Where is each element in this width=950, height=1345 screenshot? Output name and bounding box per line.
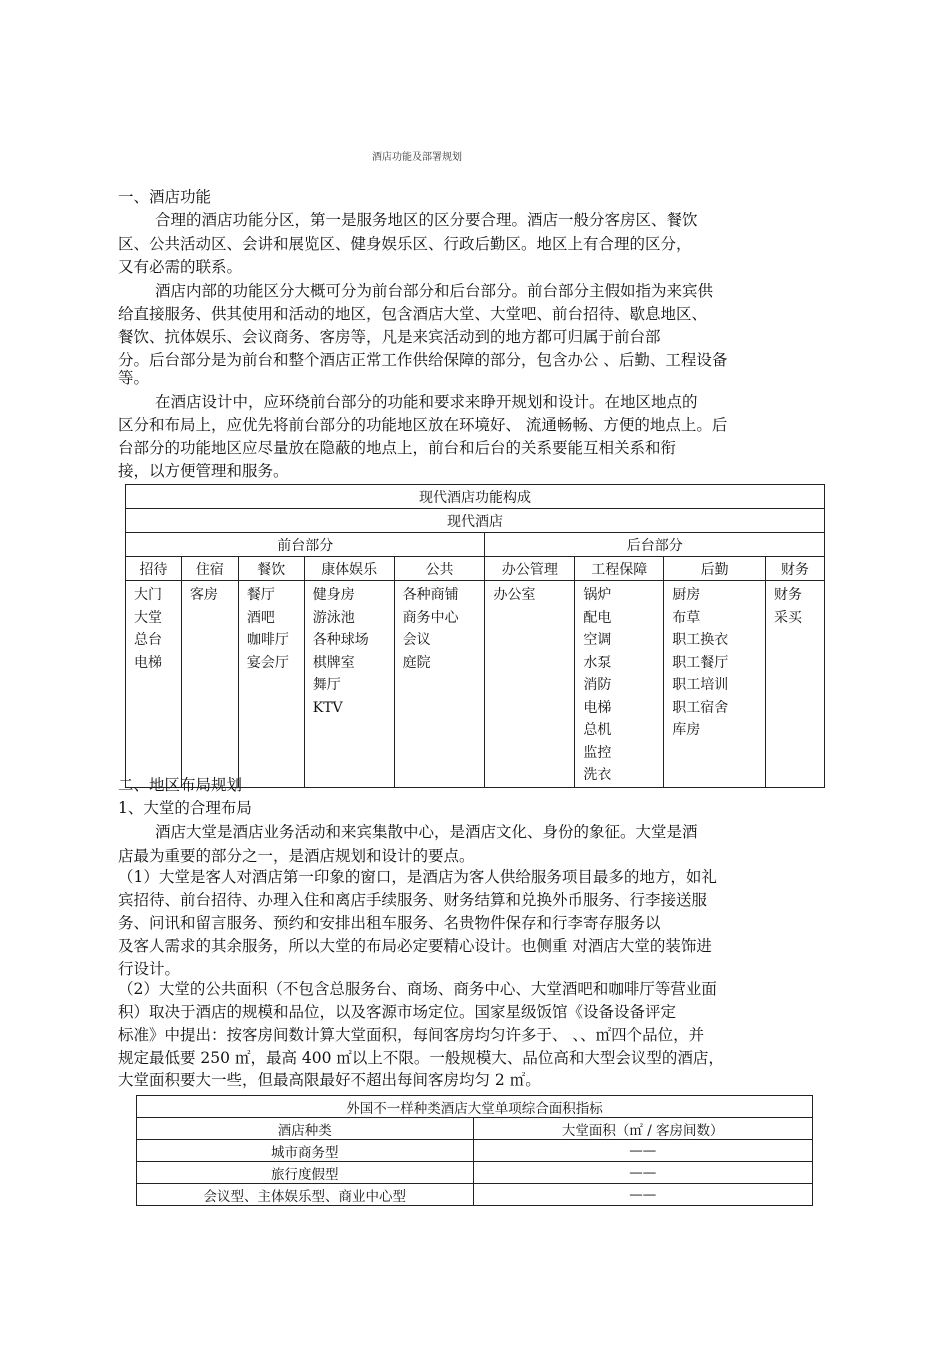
column-header: 招待 [126,557,182,581]
column-header: 餐饮 [238,557,304,581]
paragraph-line: 酒店内部的功能区分大概可分为前台部分和后台部分。前台部分主假如指为来宾供 [155,282,714,300]
paragraph-line: 标准》中提出：按客房间数计算大堂面积，每间客房均匀许多于、 、、㎡四个品位，并 [118,1026,705,1044]
back-section-header: 后台部分 [485,533,825,557]
table-cell: 会议型、主体娱乐型、商业中心型 [137,1184,474,1206]
table-cell: —— [473,1140,813,1162]
table-row [137,1140,813,1162]
paragraph-line: 分。后台部分是为前台和整个酒店正常工作供给保障的部分，包含办公 、后勤、工程设备 [118,351,728,369]
table-cell: 客房 [181,581,238,788]
paragraph-line: 在酒店设计中，应环绕前台部分的功能和要求来睁开规划和设计。在地区地点的 [155,393,698,411]
front-section-header: 前台部分 [126,533,485,557]
paragraph-line: 等。 [118,369,150,387]
table-cell: 锅炉 配电 空调 水泵 消防 电梯 总机 监控 洗衣 [575,581,664,788]
paragraph-line: 台部分的功能地区应尽量放在隐蔽的地点上，前台和后台的关系要能互相关系和衔 [118,439,677,457]
paragraph-line: （1）大堂是客人对酒店第一印象的窗口，是酒店为客人供给服务项目最多的地方，如礼 [118,868,717,886]
column-header: 工程保障 [575,557,664,581]
paragraph-line: 大堂面积要大一些，但最高限最好不超出每间客房均匀 2 ㎡。 [118,1071,541,1089]
table-cell: 各种商铺 商务中心 会议 庭院 [394,581,485,788]
table-row [137,1184,813,1206]
paragraph-line: 行设计。 [118,960,181,978]
paragraph-line: 务、问讯和留言服务、预约和安排出租车服务、名贵物件保存和行李寄存服务以 [118,914,661,932]
function-table [125,484,825,788]
paragraph-line: 酒店大堂是酒店业务活动和来宾集散中心，是酒店文化、身份的象征。大堂是酒 [155,823,698,841]
document-title: 酒店功能及部署规划 [372,152,462,163]
lobby-area-table [136,1095,813,1206]
paragraph-line: 给直接服务、供其使用和活动的地区，包含酒店大堂、大堂吧、前台招待、歇息地区、 [118,305,708,323]
table-cell: 旅行度假型 [137,1162,474,1184]
paragraph-line: 店最为重要的部分之一，是酒店规划和设计的要点。 [118,847,475,865]
table-cell: 大门 大堂 总台 电梯 [126,581,182,788]
paragraph-line: 积）取决于酒店的规模和品位，以及客源市场定位。国家星级饭馆《设备设备评定 [118,1003,677,1021]
paragraph-line: 合理的酒店功能分区，第一是服务地区的区分要合理。酒店一般分客房区、餐饮 [155,211,698,229]
column-header: 办公管理 [485,557,575,581]
table-cell: —— [473,1184,813,1206]
table-cell: 厨房 布草 职工换衣 职工餐厅 职工培训 职工宿舍 库房 [664,581,766,788]
paragraph-line: 规定最低要 250 ㎡，最高 400 ㎡以上不限。一般规模大、品位高和大型会议型的酒店， [118,1049,724,1067]
table-title: 现代酒店功能构成 [126,485,825,509]
table-cell: —— [473,1162,813,1184]
table-row [137,1162,813,1184]
subsection-heading: 1、大堂的合理布局 [118,799,252,817]
table-cell: 办公室 [485,581,575,788]
paragraph-line: 餐饮、抗体娱乐、会议商务、客房等，凡是来宾活动到的地方都可归属于前台部 [118,328,661,346]
column-header: 公共 [394,557,485,581]
table-cell: 健身房 游泳池 各种球场 棋牌室 舞厅 KTV [304,581,394,788]
table-subtitle: 现代酒店 [126,509,825,533]
table-title: 外国不一样种类酒店大堂单项综合面积指标 [137,1096,813,1118]
paragraph-line: 接，以方便管理和服务。 [118,462,289,480]
column-header: 后勤 [664,557,766,581]
section-heading: 二、地区布局规划 [118,776,243,794]
column-header: 财务 [766,557,825,581]
paragraph-line: 又有必需的联系。 [118,258,243,276]
paragraph-line: （2）大堂的公共面积（不包含总服务台、商场、商务中心、大堂酒吧和咖啡厅等营业面 [118,980,717,998]
column-header: 大堂面积（㎡ / 客房间数） [473,1118,813,1140]
paragraph-line: 宾招待、前台招待、办理入住和离店手续服务、财务结算和兑换外币服务、行李接送服 [118,891,708,909]
paragraph-line: 区、公共活动区、会讲和展览区、健身娱乐区、行政后勤区。地区上有合理的区分， [118,235,692,253]
section-heading: 一、酒店功能 [118,188,212,206]
table-cell: 餐厅 酒吧 咖啡厅 宴会厅 [238,581,304,788]
table-cell: 城市商务型 [137,1140,474,1162]
paragraph-line: 区分和布局上，应优先将前台部分的功能地区放在环境好、 流通畅畅、方便的地点上。后 [118,416,728,434]
column-header: 康体娱乐 [304,557,394,581]
table-cell: 财务 采买 [766,581,825,788]
column-header: 酒店种类 [137,1118,474,1140]
paragraph-line: 及客人需求的其余服务，所以大堂的布局必定要精心设计。也侧重 对酒店大堂的装饰进 [118,937,712,955]
column-header: 住宿 [181,557,238,581]
